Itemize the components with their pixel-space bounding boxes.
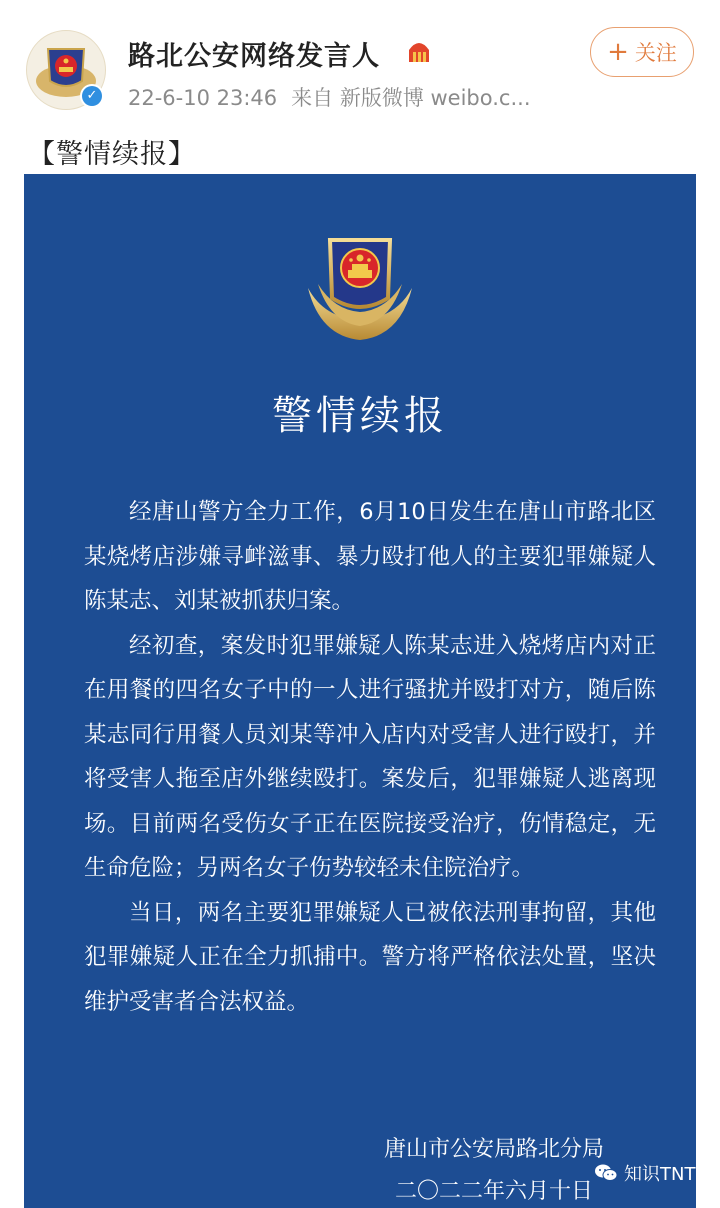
signature-org: 唐山市公安局路北分局: [383, 1137, 604, 1162]
post-timestamp: 22-6-10 23:46: [128, 86, 278, 110]
notice-image[interactable]: [24, 174, 696, 1208]
notice-signature: [384, 1129, 604, 1208]
verified-icon: ✓: [80, 84, 104, 108]
notice-paragraph: 经初查，案发时犯罪嫌疑人陈某志进入烧烤店内对正在用餐的四名女子中的一人进行骚扰并殴打对方，随后陈某志同行用餐人员刘某等冲入店内对受害人进行殴打，并将受害人拖至店外继续殴打。案发后，犯罪嫌疑人逃离现场。目前两名受伤女子正在医院接受治疗，伤情稳定，无生命危险；另两名女子伤势较轻未住院治疗。: [84, 632, 656, 881]
post-meta: [128, 82, 545, 112]
notice-paragraph: 经唐山警方全力工作，6月10日发生在唐山市路北区某烧烤店涉嫌寻衅滋事、暴力殴打他人的主要犯罪嫌疑人陈某志、刘某被抓获归案。: [84, 499, 656, 614]
account-name[interactable]: 路北公安网络发言人: [128, 41, 380, 72]
follow-label: 关注: [634, 41, 677, 65]
wechat-icon: [594, 1163, 618, 1183]
plus-icon: +: [607, 37, 629, 67]
post-title: 【警情续报】: [28, 139, 196, 170]
post-source[interactable]: 来自 新版微博 weibo.c...: [291, 86, 531, 110]
red-badge-icon: [404, 38, 434, 68]
notice-paragraph: 当日，两名主要犯罪嫌疑人已被依法刑事拘留，其他犯罪嫌疑人正在全力抓捕中。警方将严格依法处置，坚决维护受害者合法权益。: [84, 899, 656, 1015]
signature-date: 二〇二二年六月十日: [394, 1179, 593, 1204]
police-emblem-icon: [300, 226, 420, 346]
watermark: [594, 1160, 695, 1186]
post-header: [0, 0, 720, 125]
notice-title: 警情续报: [272, 393, 448, 439]
follow-button[interactable]: [590, 27, 694, 77]
watermark-label: 知识TNT: [624, 1164, 696, 1185]
notice-body: [84, 490, 656, 1024]
